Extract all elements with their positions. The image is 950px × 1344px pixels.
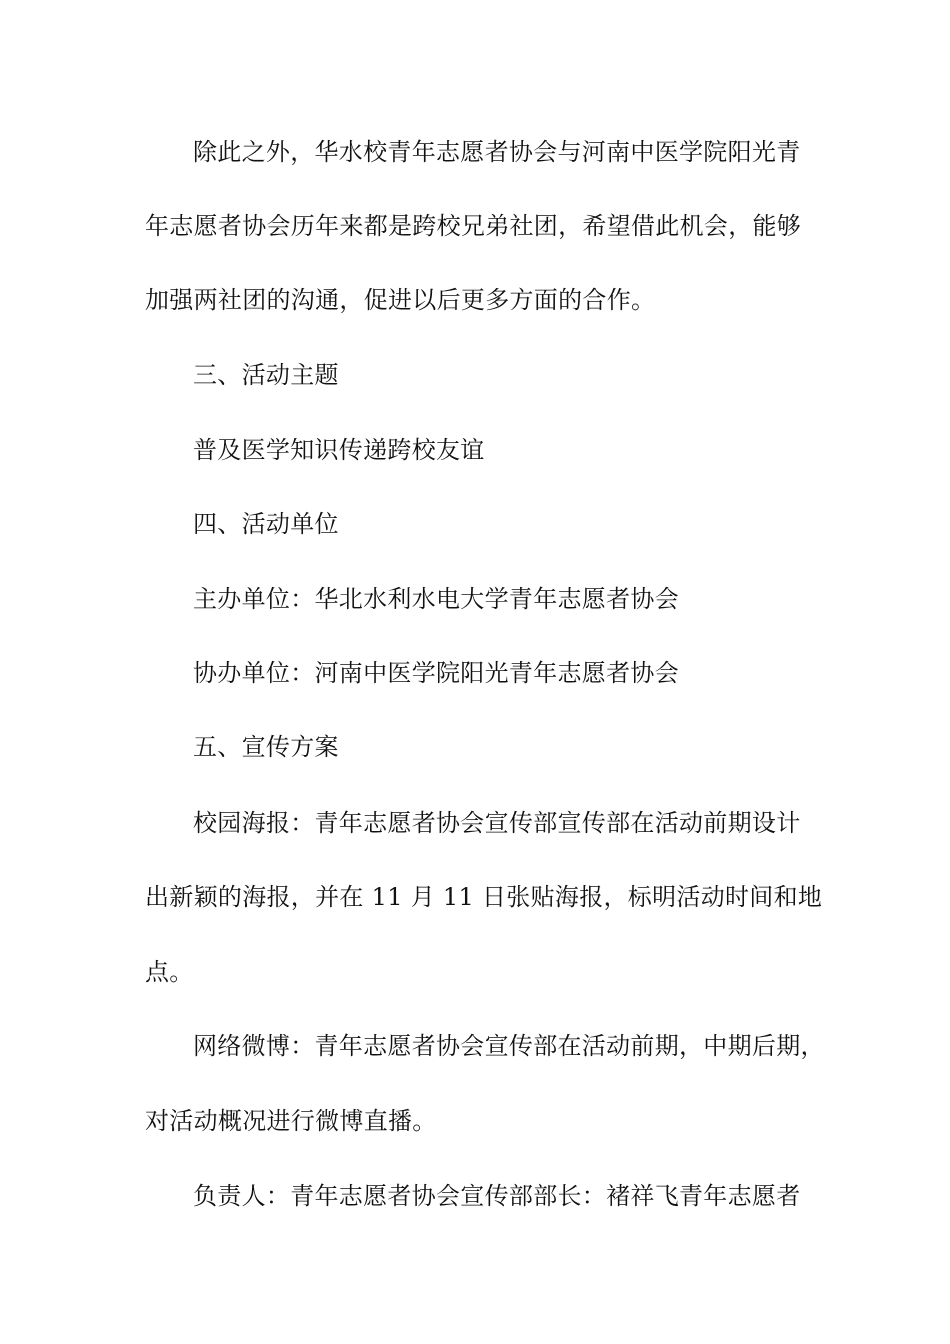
paragraph-line: 除此之外，华水校青年志愿者协会与河南中医学院阳光青 — [193, 138, 801, 166]
section-heading: 三、活动主题 — [193, 361, 339, 389]
paragraph-line: 加强两社团的沟通，促进以后更多方面的合作。 — [145, 286, 656, 314]
paragraph-line: 普及医学知识传递跨校友谊 — [193, 436, 485, 464]
paragraph-line: 点。 — [145, 958, 194, 986]
paragraph-line: 校园海报：青年志愿者协会宣传部宣传部在活动前期设计 — [193, 809, 801, 837]
section-heading: 四、活动单位 — [193, 510, 339, 538]
paragraph-line: 协办单位：河南中医学院阳光青年志愿者协会 — [193, 659, 679, 687]
paragraph-line: 网络微博：青年志愿者协会宣传部在活动前期，中期后期， — [193, 1032, 825, 1060]
paragraph-line: 负责人：青年志愿者协会宣传部部长：褚祥飞青年志愿者 — [193, 1182, 801, 1210]
paragraph-line: 主办单位：华北水利水电大学青年志愿者协会 — [193, 585, 679, 613]
paragraph-line: 对活动概况进行微博直播。 — [145, 1107, 437, 1135]
paragraph-line: 出新颖的海报，并在 11 月 11 日张贴海报，标明活动时间和地 — [145, 883, 823, 911]
paragraph-line: 年志愿者协会历年来都是跨校兄弟社团，希望借此机会，能够 — [145, 212, 802, 240]
section-heading: 五、宣传方案 — [193, 733, 339, 761]
